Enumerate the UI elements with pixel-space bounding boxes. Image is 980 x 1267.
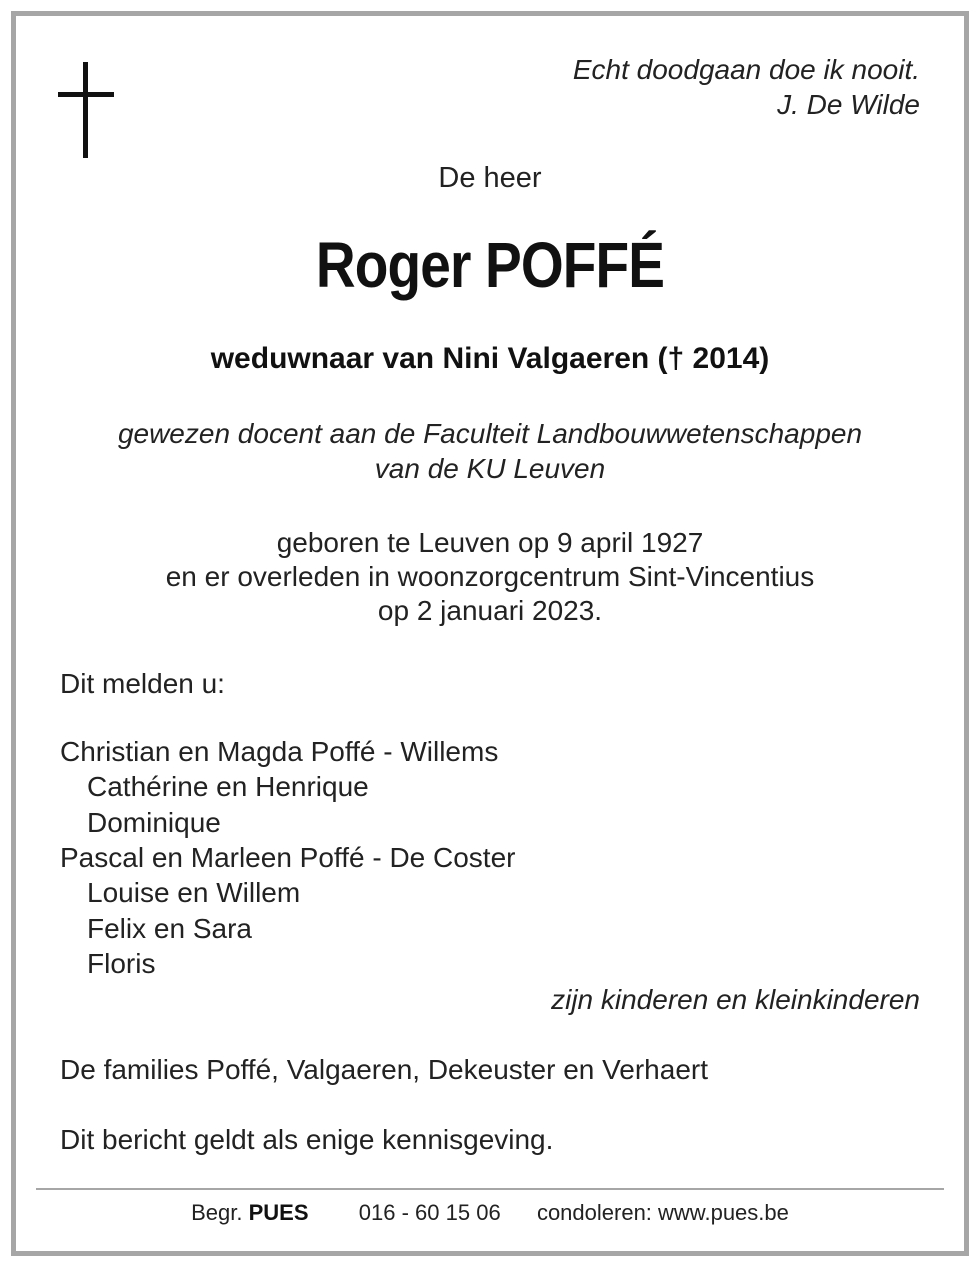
cross-icon: [58, 62, 114, 158]
footer: [0, 1200, 980, 1226]
dates-line-1: geboren te Leuven op 9 april 1927: [276, 527, 704, 558]
family-caption: zijn kinderen en kleinkinderen: [551, 984, 920, 1015]
footer-phone: 016 - 60 15 06: [358, 1200, 501, 1225]
dates-line-3: op 2 januari 2023.: [377, 595, 603, 626]
footer-prefix: Begr.: [191, 1200, 243, 1225]
footer-condolence: condoleren: www.pues.be: [536, 1200, 789, 1225]
announce-intro: Dit melden u:: [60, 668, 225, 699]
dates-line-2: en er overleden in woonzorgcentrum Sint-Vincentius: [165, 561, 815, 592]
occupation-line-2: van de KU Leuven: [374, 453, 606, 484]
quote-author: J. De Wilde: [777, 89, 920, 120]
quote-text: Echt doodgaan doe ik nooit.: [572, 54, 920, 85]
funeral-home-name: PUES: [248, 1200, 309, 1225]
family-line: Cathérine en Henrique: [87, 771, 369, 802]
honorific: De heer: [438, 162, 542, 194]
families-line: De families Poffé, Valgaeren, Dekeuster en Verhaert: [60, 1054, 708, 1085]
family-line: Christian en Magda Poffé - Willems: [60, 736, 499, 767]
family-line: Pascal en Marleen Poffé - De Coster: [60, 842, 516, 873]
family-line: Floris: [87, 948, 156, 979]
widower-line: weduwnaar van Nini Valgaeren († 2014): [210, 342, 770, 375]
family-line: Felix en Sara: [87, 913, 252, 944]
notice-line: Dit bericht geldt als enige kennisgeving.: [60, 1124, 554, 1155]
footer-divider: [36, 1188, 944, 1190]
deceased-name: Roger POFFÉ: [315, 229, 665, 301]
occupation-line-1: gewezen docent aan de Faculteit Landbouwwetenschappen: [117, 418, 863, 449]
family-line: Louise en Willem: [87, 877, 301, 908]
family-line: Dominique: [87, 807, 221, 838]
